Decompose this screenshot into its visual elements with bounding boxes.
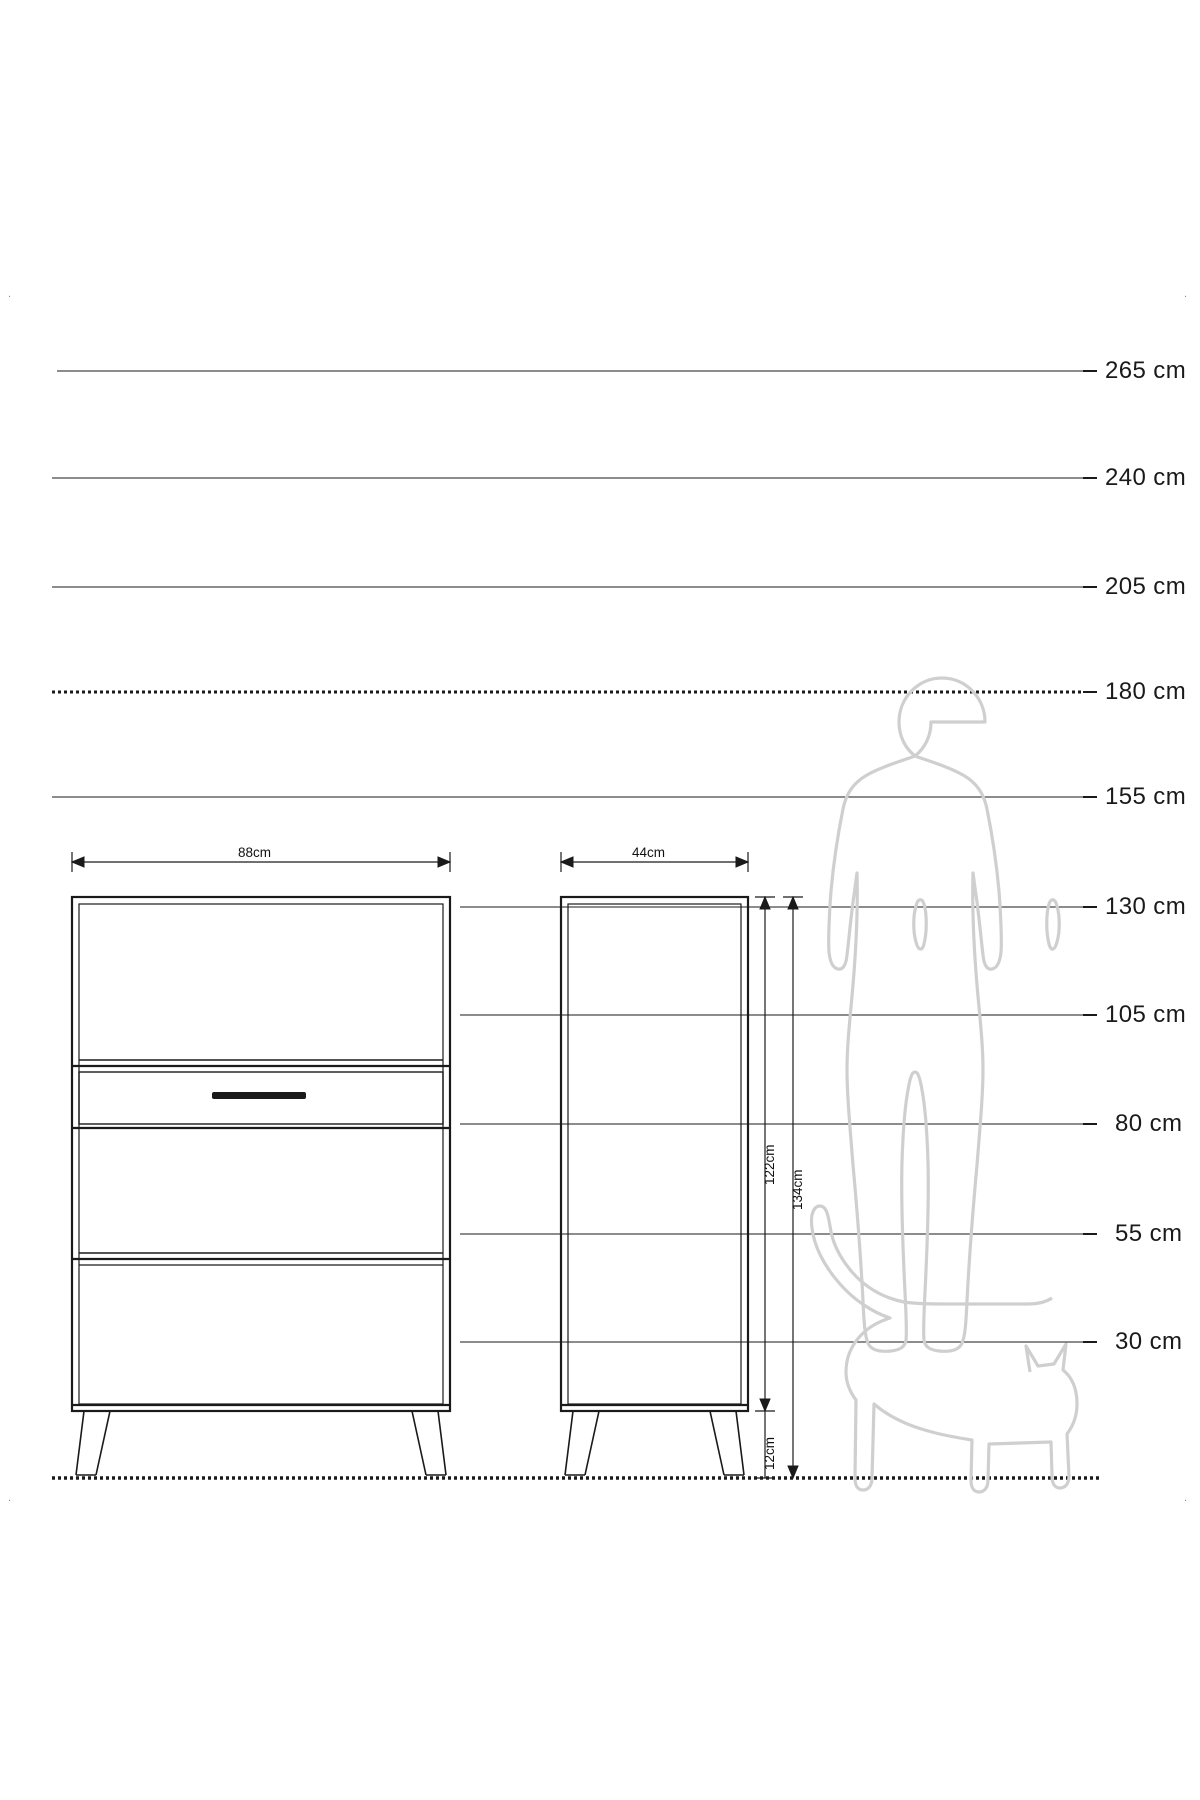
corner-mark-top-left: . — [8, 288, 12, 300]
scale-label-180: 180 cm — [1105, 678, 1187, 705]
cat-silhouette — [811, 1206, 1077, 1492]
scale-label-265: 265 cm — [1105, 357, 1187, 384]
sideboard-cabinet — [72, 897, 450, 1475]
corner-mark-bottom-right: . — [1184, 1492, 1188, 1504]
drawer-handle — [212, 1092, 306, 1099]
scale-label-105: 105 cm — [1105, 1001, 1187, 1028]
scale-label-80: 80 cm — [1115, 1110, 1183, 1137]
scale-label-155: 155 cm — [1105, 783, 1187, 810]
tall-cabinet — [561, 897, 748, 1475]
corner-mark-top-right: . — [1184, 288, 1188, 300]
scale-label-55: 55 cm — [1115, 1220, 1183, 1247]
dimension-label-88cm: 88cm — [238, 845, 272, 860]
scale-label-30: 30 cm — [1115, 1328, 1183, 1355]
dimension-label-134cm: 134cm — [790, 1169, 805, 1210]
corner-mark-bottom-left: . — [8, 1492, 12, 1504]
scale-label-240: 240 cm — [1105, 464, 1187, 491]
scale-reference-lines — [52, 371, 1097, 1342]
dimension-label-44cm: 44cm — [632, 845, 666, 860]
dimension-label-12cm: 12cm — [762, 1436, 777, 1470]
scale-label-130: 130 cm — [1105, 893, 1187, 920]
dimension-label-122cm: 122cm — [762, 1144, 777, 1185]
scale-label-205: 205 cm — [1105, 573, 1187, 600]
